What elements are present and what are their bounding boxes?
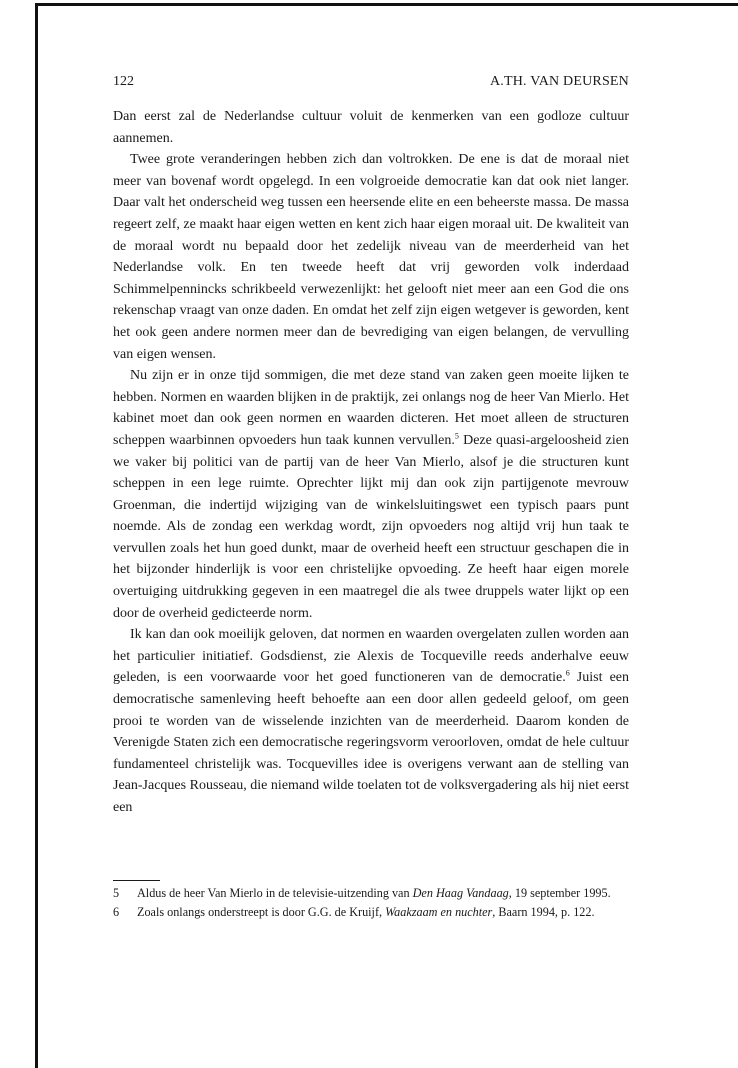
footnote-divider	[113, 880, 160, 881]
paragraph-1: Dan eerst zal de Nederlandse cultuur voluit de kenmerken van een godloze cultuur aannemen.	[113, 109, 629, 146]
footnote-number: 6	[113, 904, 120, 919]
paragraph-2: Twee grote veranderingen hebben zich dan voltrokken. De ene is dat de moraal niet meer van bovenaf wordt opgelegd. In een volgroeide democratie kan dat ook niet langer. Daar valt het onderscheid weg tussen een heersende elite en een beheerste massa. De massa regeert zelf, ze maakt haar eigen wetten en kent zich haar eigen moraal uit. De kwaliteit van de moraal wordt nu bepaald door het zedelijk niveau van de meerderheid van het Nederlandse volk. En ten tweede heeft dat vrij geworden volk inderdaad Schimmelpennincks schrikbeeld verwezenlijkt: het gelooft niet meer aan een God die ons rekenschap vraagt van onze daden. En omdat het zelf zijn eigen wetgever is geworden, kent het ook geen andere normen meer dan de bevrediging van eigen belangen, de vervulling van eigen wensen.	[113, 152, 629, 362]
footnotes	[113, 886, 629, 924]
footnote-number: 5	[113, 886, 120, 900]
paragraph-4	[113, 624, 629, 818]
paragraph-3	[113, 365, 629, 624]
footnote-text-b: , Baarn 1994, p. 122.	[492, 904, 595, 919]
running-header	[113, 74, 629, 90]
footnote-ref-5[interactable]: 5	[454, 431, 459, 441]
scan-border-left	[35, 3, 38, 1068]
footnote-italic-title: Waakzaam en nuchter	[385, 904, 493, 919]
footnote-text-a: Aldus de heer Van Mierlo in de televisie-uitzending van	[137, 886, 413, 900]
paragraph-3-part-b: Deze quasi-argeloosheid zien we vaker bij politici van de partij van de heer Van Mierlo, alsof je die structuren kunt scheppen in een lege ruimte. Oprechter lijkt mij dan ook zijn partijgenote mevrouw Groenman, die indertijd wijziging van de winkelsluitingswet een typisch paars punt noemde. Als de zondag een werkdag wordt, zijn opvoeders nog altijd vrij hun taak te vervullen zoals het hun goed dunkt, maar de overheid heeft een structuur geschapen die in het bijzonder hinderlijk is voor een christelijke opvoeding. Ze heeft haar eigen morele overtuiging uitdrukking gegeven in een maatregel die als twee druppels water lijkt op een door de overheid gedicteerde norm.	[113, 432, 629, 621]
footnote-5	[113, 886, 629, 901]
footnote-text	[137, 886, 629, 901]
body-text	[113, 106, 629, 819]
footnote-italic-title: Den Haag Vandaag	[412, 886, 509, 900]
footnote-ref-6[interactable]: 6	[565, 668, 570, 678]
footnote-text	[137, 905, 629, 920]
scan-border-top	[38, 3, 738, 6]
paragraph-4-part-a: Ik kan dan ook moeilijk geloven, dat normen en waarden overgelaten zullen worden aan het particulier initiatief. Godsdienst, zie Alexis de Tocqueville reeds anderhalve eeuw geleden, is een voorwaarde voor het goed functioneren van de democratie.	[113, 627, 629, 686]
footnote-text-a: Zoals onlangs onderstreept is door G.G. de Kruijf,	[137, 904, 386, 919]
footnote-text-b: , 19 september 1995.	[508, 886, 611, 900]
running-title: A.TH. VAN DEURSEN	[489, 74, 629, 89]
page-content	[113, 74, 629, 819]
paragraph-3-part-a: Nu zijn er in onze tijd sommigen, die met deze stand van zaken geen moeite lijken te hebben. Normen en waarden blijken in de praktijk, zei onlangs nog de heer Van Mierlo. Het kabinet moet dan ook geen normen en waarden dicteren. Het moet alleen de structuren scheppen waarbinnen opvoeders hun taak kunnen vervullen.	[113, 368, 629, 448]
page-number: 122	[113, 74, 134, 89]
footnote-6	[113, 905, 629, 920]
paragraph-4-part-b: Juist een democratische samenleving heeft behoefte aan een door allen gedeeld geloof, om geen prooi te worden van de wisselende inzichten van de meerderheid. Daarom konden de Verenigde Staten zich een democratische regeringsvorm veroorloven, omdat de hele cultuur fundamenteel christelijk was. Tocquevilles idee is overigens verwant aan de stelling van Jean-Jacques Rousseau, die niemand wilde toelaten tot de volksvergadering als hij niet eerst een	[113, 670, 630, 815]
